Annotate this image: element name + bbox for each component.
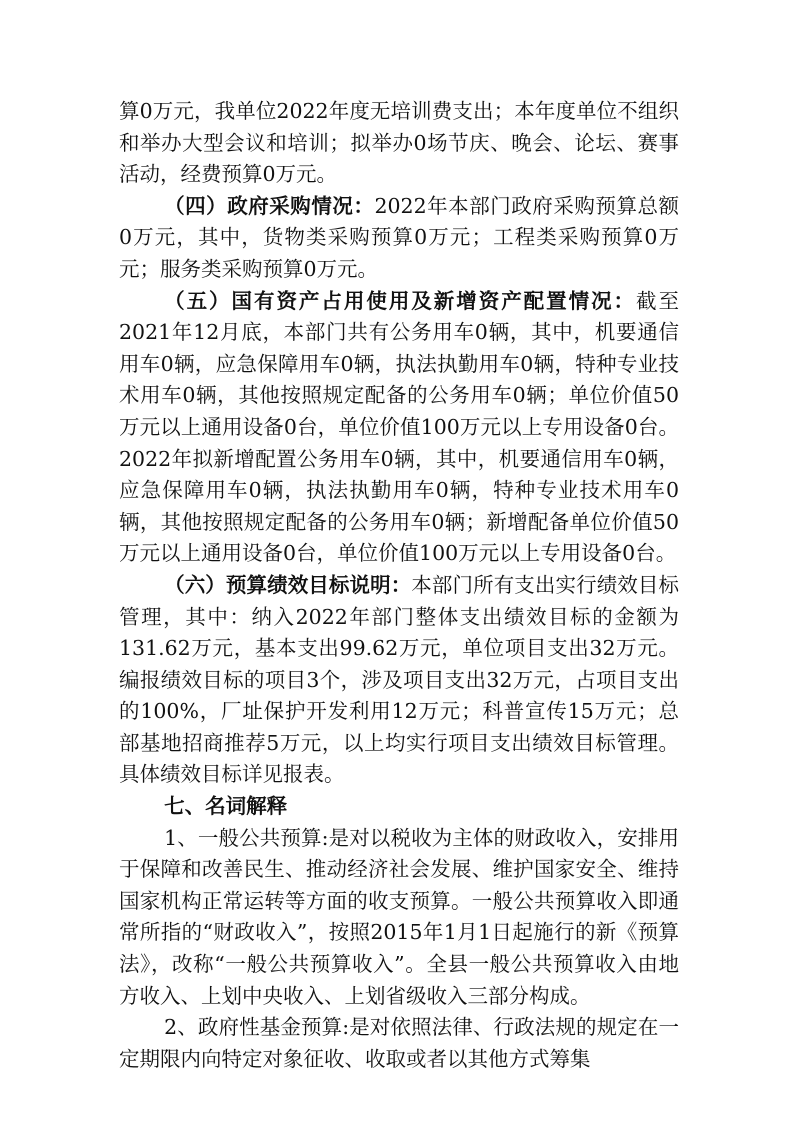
paragraph-training-expense	[119, 96, 679, 191]
subsection-heading: （六）预算绩效目标说明：	[164, 572, 412, 597]
paragraph-state-assets	[119, 286, 679, 570]
subsection-heading: （五）国有资产占用使用及新增资产配置情况：	[164, 288, 637, 313]
paragraph-text: 截至2021年12月底，本部门共有公务用车0辆，其中，机要通信用车0辆，应急保障用车0辆，执法执勤用车0辆，特种专业技术用车0辆，其他按照规定配备的公务用车0辆；单位价值50万元以上通用设备0台，单位价值100万元以上专用设备0台。2022年拟新增配置公务用车0辆，其中，机要通信用车0辆，应急保障用车0辆，执法执勤用车0辆，特种专业技术用车0辆，其他按照规定配备的公务用车0辆；新增配备单位价值50万元以上通用设备0台，单位价值100万元以上专用设备0台。	[119, 288, 680, 566]
paragraph-government-procurement	[119, 191, 679, 286]
paragraph-government-fund-budget	[119, 1012, 679, 1075]
document-page	[119, 96, 679, 1075]
paragraph-text: 1、一般公共预算:是对以税收为主体的财政收入，安排用于保障和改善民生、推动经济社会发展、维护国家安全、维持国家机构正常运转等方面的收支预算。一般公共预算收入即通常所指的“财政收入”，按照2015年1月1日起施行的新《预算法》，改称“一般公共预算收入”。全县一般公共预算收入由地方收入、上划中央收入、上划省级收入三部分构成。	[119, 825, 679, 1008]
paragraph-text: 2022年本部门政府采购预算总额0万元，其中，货物类采购预算0万元；工程类采购预算0万元；服务类采购预算0万元。	[119, 193, 680, 281]
paragraph-performance-goals	[119, 570, 679, 791]
paragraph-general-public-budget	[119, 823, 679, 1013]
paragraph-text: 2、政府性基金预算:是对依照法律、行政法规的规定在一定期限内向特定对象征收、收取或者以其他方式筹集	[119, 1015, 679, 1071]
paragraph-text: 本部门所有支出实行绩效目标管理，其中：纳入2022年部门整体支出绩效目标的金额为131.62万元，基本支出99.62万元，单位项目支出32万元。编报绩效目标的项目3个，涉及项目支出32万元，占项目支出的100%，厂址保护开发利用12万元；科普宣传15万元；总部基地招商推荐5万元，以上均实行项目支出绩效目标管理。具体绩效目标详见报表。	[119, 572, 679, 787]
section-heading-glossary: 七、名词解释	[164, 794, 288, 819]
paragraph-text: 算0万元，我单位2022年度无培训费支出；本年度单位不组织和举办大型会议和培训；拟举办0场节庆、晚会、论坛、赛事活动，经费预算0万元。	[119, 99, 679, 187]
subsection-heading: （四）政府采购情况：	[164, 193, 375, 218]
